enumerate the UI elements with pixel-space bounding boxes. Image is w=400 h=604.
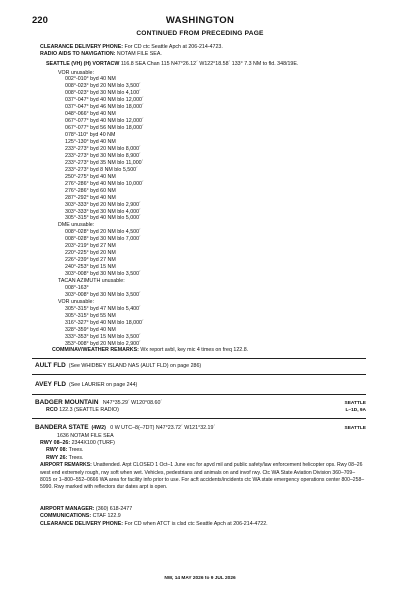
bandera-communications-label: COMMUNICATIONS: (40, 513, 92, 520)
bandera-runway-line (40, 440, 115, 447)
divider (32, 418, 366, 419)
restriction-line: 276°-286° byd 60 NM (65, 187, 116, 194)
bandera-info: 0 W UTC–8(–7DT) N47°23.72´ W121°32.19´ (110, 425, 216, 431)
bandera-rwy26-text: Trees. (67, 454, 84, 461)
divider (32, 358, 366, 359)
radio-aids-label: RADIO AIDS TO NAVIGATION: (40, 51, 116, 58)
bandera-remarks-label: AIRPORT REMARKS: (40, 462, 92, 469)
bandera-name: BANDERA STATE (35, 424, 89, 431)
page-number: 220 (32, 15, 48, 26)
bandera-manager-line (40, 506, 132, 513)
bandera-runway-label: RWY 08–26: (40, 440, 71, 446)
divider (32, 374, 366, 375)
restriction-line: 333°-353° byd 15 NM blo 3,500´ (65, 333, 141, 340)
continued-heading: CONTINUED FROM PRECEDING PAGE (136, 30, 264, 37)
bandera-rwy08-text: Trees. (67, 447, 84, 454)
bandera-elevation-notam: 1636 NOTAM FILE SEA (57, 432, 114, 439)
avey-fld-name: AVEY FLD (35, 381, 67, 388)
badger-chart-refs (345, 401, 367, 414)
restriction-line: 008°-023° byd 30 NM blo 4,100´ (65, 90, 141, 97)
vortac-text: 116.8 SEA Chan 115 N47°26.12´ W122°18.58´ 133° 7.3 NM to fld. 348/19E. (119, 60, 299, 67)
bandera-heading (35, 424, 215, 432)
restriction-heading: DME unusable: (58, 222, 95, 229)
bandera-ident: (4W2) (91, 425, 106, 431)
restriction-line: 226°-239° byd 27 NM (65, 257, 116, 264)
ault-fld-name: AULT FLD (35, 362, 66, 369)
restriction-heading: VOR unusable: (58, 298, 94, 305)
restriction-line: 067°-077° byd 56 NM blo 18,000´ (65, 125, 144, 132)
bandera-airport-remarks (40, 462, 365, 491)
badger-chart-seattle: SEATTLE (344, 401, 366, 406)
bandera-clearance-label: CLEARANCE DELIVERY PHONE: (40, 520, 123, 527)
badger-rco-line (46, 407, 119, 414)
restriction-line: 303°-008° byd 30 NM blo 3,500´ (65, 291, 141, 298)
restriction-line: 303°-333° byd 20 NM blo 2,900´ (65, 201, 141, 208)
footer-effective-dates: NW, 14 MAY 2026 to 9 JUL 2026 (164, 576, 236, 581)
clearance-delivery-line (40, 44, 223, 51)
restriction-line: 008°-028° byd 30 NM blo 7,000´ (65, 236, 141, 243)
bandera-clearance-text: For CD when ATCT is clsd ctc Seattle Apch at 206-214-4722. (123, 520, 268, 527)
restriction-heading: TACAN AZIMUTH unusable: (58, 278, 125, 284)
badger-mountain-name: BADGER MOUNTAIN (35, 399, 99, 406)
restriction-line: 203°-219° byd 27 NM (65, 243, 116, 250)
avey-fld-entry (35, 381, 137, 389)
bandera-runway-text: 2344X100 (TURF) (70, 440, 115, 446)
clearance-delivery-text: For CD ctc Seattle Apch at 206-214-4723. (123, 44, 223, 50)
bandera-remarks-text: Unattended. Arpt CLOSED 1 Oct–1 June exc for apvd mil and public safety/law enforcement helicopter ops. Rwy 08–26 west end extremely rough, rwy soft when wet. Vehicles, pedestrians and animals on and invof rwy. Ctc WA State Aviation Division 360–709–8015 or 1–800–552–0666 WA area for facility info prior to use. For acft accidents/incidents ctc WA state emergency operations center 800–258–5990. Rwy marked with reflectors dur dates arpt is open. (40, 462, 365, 491)
restriction-heading: VOR unusable: (58, 69, 94, 76)
restriction-line: 233°-273° byd 35 NM blo 11,000´ (65, 159, 144, 166)
restriction-line: 048°-066° byd 40 NM (65, 111, 116, 118)
comm-nav-weather-line (52, 347, 248, 354)
restriction-line: 240°-253° byd 15 NM (65, 264, 116, 271)
restriction-line: 303°-333° byd 30 NM blo 4,000´ (65, 208, 141, 215)
ault-fld-see: (See WHIDBEY ISLAND NAS (AULT FLD) on page 286) (68, 363, 202, 369)
restriction-line: 316°-327° byd 40 NM blo 18,000´ (65, 319, 144, 326)
restriction-line: 008°-163° (65, 284, 89, 291)
restriction-line: 250°-275° byd 40 NM (65, 173, 116, 180)
restriction-line: 220°-225° byd 20 NM (65, 250, 116, 257)
badger-chart-codes: L–1D, 9A (345, 407, 366, 413)
restriction-line: 078°-110° byd 40 NM (65, 132, 116, 139)
badger-rco-label: RCO (46, 407, 58, 413)
bandera-rwy08-line (46, 447, 84, 454)
restriction-line: 008°-028° byd 20 NM blo 4,500´ (65, 229, 141, 236)
radio-aids-line (40, 51, 162, 58)
restriction-line: 305°-315° byd 55 NM (65, 312, 116, 319)
clearance-delivery-label: CLEARANCE DELIVERY PHONE: (40, 44, 123, 50)
restriction-line: 125°-130° byd 40 NM (65, 139, 116, 145)
bandera-manager-text: (360) 618-2477 (94, 506, 133, 512)
restriction-line: 233°-273° byd 30 NM blo 8,900´ (65, 152, 141, 159)
comm-nav-weather-text: Wx report avbl, key mic 4 times on freq 122.8. (138, 347, 249, 353)
bandera-clearance-line (40, 521, 268, 528)
restriction-line: 276°-286° byd 40 NM blo 10,000´ (65, 180, 144, 187)
restriction-line: 233°-273° byd 20 NM blo 8,000´ (65, 145, 141, 152)
restriction-line: 287°-292° byd 40 NM (65, 194, 116, 201)
state-title: WASHINGTON (165, 15, 235, 26)
vortac-label: SEATTLE (VH) (H) VORTACW (46, 60, 120, 67)
restriction-line: 008°-023° byd 20 NM blo 3,500´ (65, 83, 141, 90)
bandera-rwy26-line (46, 455, 84, 462)
ault-fld-entry (35, 362, 201, 370)
badger-mountain-coords: N47°35.29´ W120°08.60´ (102, 400, 163, 406)
bandera-communications-line (40, 513, 121, 520)
radio-aids-text: NOTAM FILE SEA. (115, 51, 162, 58)
restriction-line: 303°-008° byd 30 NM blo 3,500´ (65, 271, 141, 278)
restriction-line: 067°-077° byd 40 NM blo 12,000´ (65, 118, 144, 125)
avey-fld-see: (See LAURIER on page 244) (68, 382, 138, 388)
restriction-line: 233°-273° byd 8 NM blo 5,500´ (65, 166, 138, 173)
badger-rco-text: 122.3 (SEATTLE RADIO) (59, 407, 119, 413)
restriction-line: 002°-010° byd 40 NM (65, 76, 116, 83)
bandera-rwy08-label: RWY 08: (46, 447, 68, 454)
restriction-line: 037°-047° byd 46 NM blo 18,000´ (65, 104, 144, 111)
restriction-line: 328°-359° byd 40 NM (65, 326, 116, 333)
bandera-rwy26-label: RWY 26: (46, 454, 68, 461)
bandera-chart-ref: SEATTLE (344, 426, 366, 431)
bandera-manager-label: AIRPORT MANAGER: (40, 506, 95, 512)
vortac-line (46, 61, 298, 68)
restriction-line: 305°-315° byd 40 NM blo 5,000´ (65, 215, 141, 222)
comm-nav-weather-label: COMM/NAV/WEATHER REMARKS: (52, 347, 139, 353)
bandera-communications-text: CTAF 122.9 (91, 513, 121, 520)
restriction-line: 037°-047° byd 40 NM blo 12,000´ (65, 97, 144, 104)
divider (32, 394, 366, 395)
restriction-line: 353°-008° byd 20 NM blo 2,900´ (65, 340, 141, 347)
restriction-line: 305°-315° byd 47 NM blo 5,400´ (65, 305, 141, 312)
